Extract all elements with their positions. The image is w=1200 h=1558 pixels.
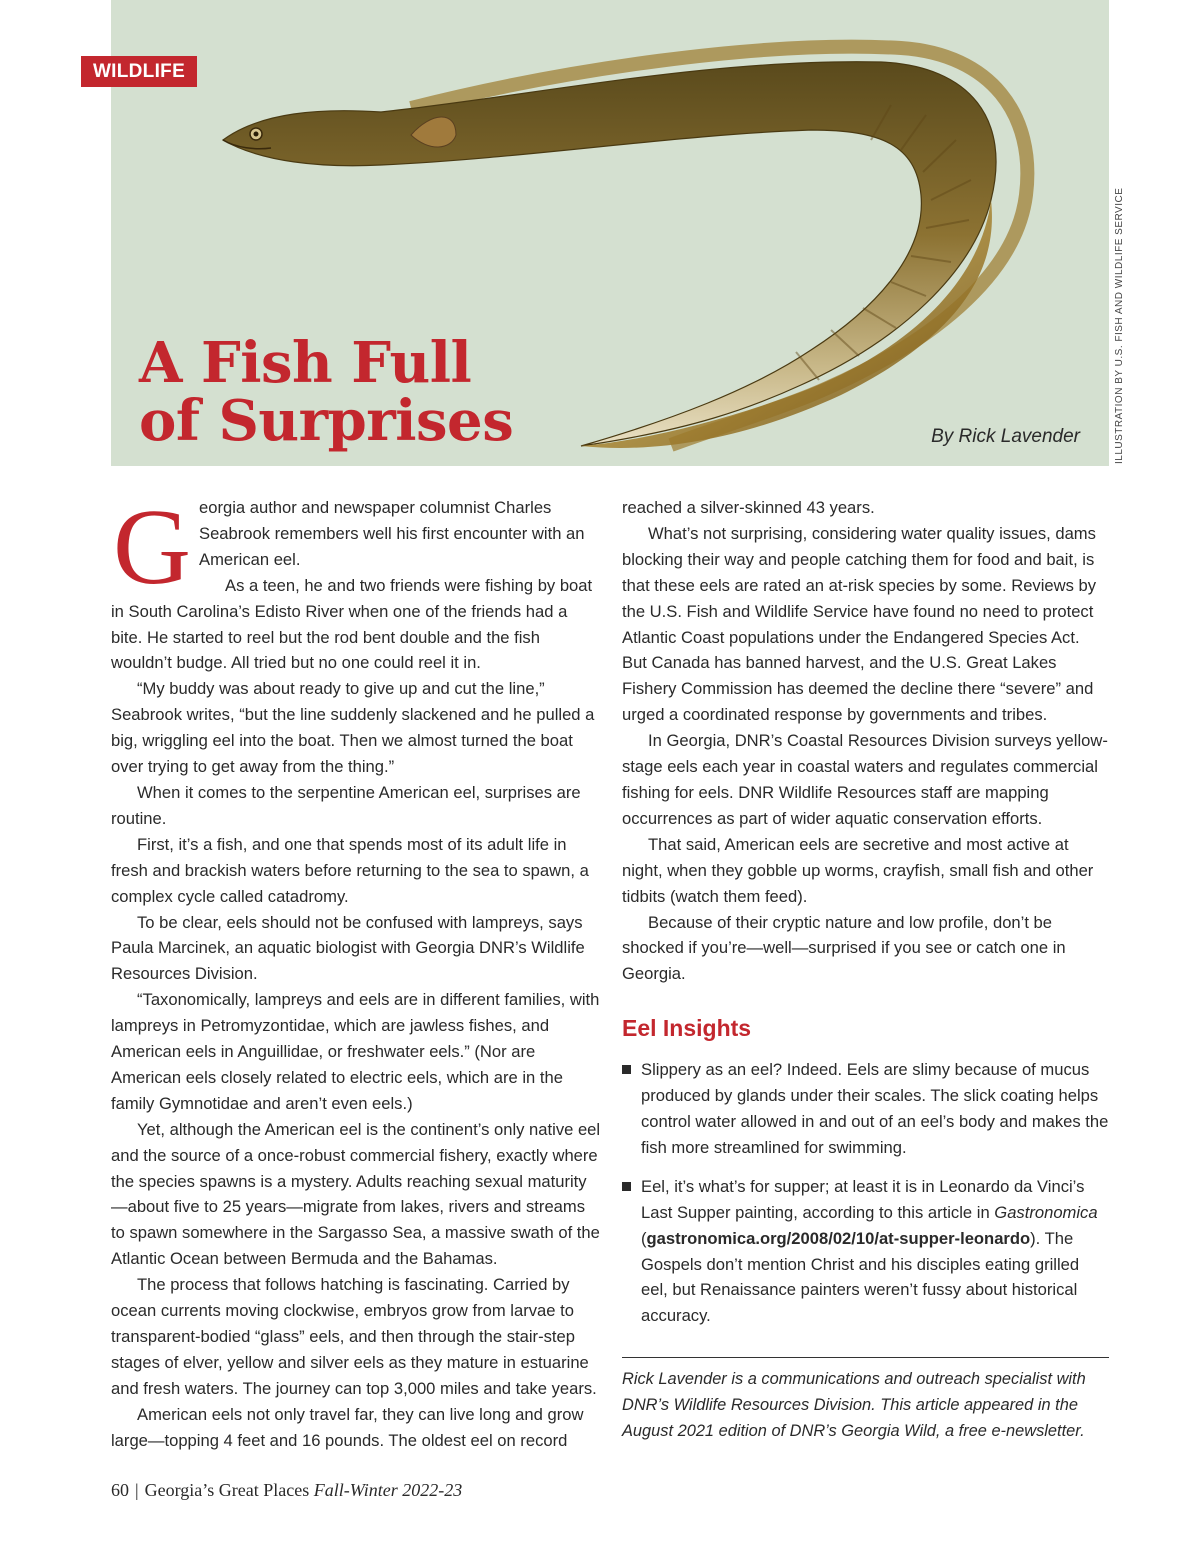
- paragraph: In Georgia, DNR’s Coastal Resources Division surveys yellow-stage eels each year in coastal waters and regulates commercial fishing for eels. DNR Wildlife Resources staff are mapping occurrences as part of wider aquatic conservation efforts.: [622, 731, 1108, 828]
- paragraph: As a teen, he and two friends were fishing by boat in South Carolina’s Edisto River when one of the friends had a bite. He started to reel but the rod bent double and the fish wouldn’t budge. All tried but no one could reel it in.: [111, 575, 593, 673]
- insights-list: [622, 1057, 1109, 1329]
- headline-line-1: A Fish Full: [139, 330, 472, 396]
- list-item: Slippery as an eel? Indeed. Eels are slimy because of mucus produced by glands under their scales. The slick coating helps control water allowed in and out of an eel’s body and makes the fish more streamlined for swimming.: [622, 1057, 1109, 1161]
- paragraph: When it comes to the serpentine American eel, surprises are routine.: [111, 782, 581, 828]
- divider: [622, 1357, 1109, 1358]
- paragraph: “Taxonomically, lampreys and eels are in different families, with lampreys in Petromyzontidae, which are jawless fishes, and American eels in Anguillidae, or freshwater eels.” (Nor are American eels closely related to electric eels, which are in the family Gymnotidae and aren’t even eels.): [111, 990, 600, 1113]
- illustration-credit: ILLUSTRATION BY U.S. FISH AND WILDLIFE SERVICE: [1114, 187, 1125, 464]
- page-footer: [111, 1480, 462, 1501]
- paragraph: What’s not surprising, considering water quality issues, dams blocking their way and people catching them for food and bait, is that these eels are rated an at-risk species by some. Reviews by the U.S. Fish and Wildlife Service have found no need to protect Atlantic Coast populations under the Endangered Species Act. But Canada has banned harvest, and the U.S. Great Lakes Fishery Commission has deemed the decline there “severe” and urged a coordinated response by governments and tribes.: [622, 523, 1097, 725]
- paragraph: “My buddy was about ready to give up and cut the line,” Seabrook writes, “but the line suddenly slackened and he pulled a big, wriggling eel into the boat. Then we almost turned the boat over trying to get away from the thing.”: [111, 679, 595, 777]
- section-tag: WILDLIFE: [81, 56, 197, 87]
- issue-name: Fall-Winter 2022-23: [313, 1480, 463, 1500]
- article-column-right: [622, 495, 1109, 1444]
- paragraph: To be clear, eels should not be confused with lampreys, says Paula Marcinek, an aquatic biologist with Georgia DNR’s Wildlife Resources Division.: [111, 912, 585, 984]
- paragraph: Georgia author and newspaper columnist Charles Seabrook remembers well his first encounter with an American eel.: [113, 488, 585, 607]
- byline: By Rick Lavender: [931, 426, 1080, 447]
- author-bio: Rick Lavender is a communications and outreach specialist with DNR’s Wildlife Resources Division. This article appeared in the August 2021 edition of DNR’s Georgia Wild, a free e-newsletter.: [622, 1370, 1086, 1441]
- drop-cap: G: [113, 488, 191, 607]
- paragraph: Because of their cryptic nature and low profile, don’t be shocked if you’re—well—surprised if you see or catch one in Georgia.: [622, 912, 1066, 984]
- paragraph: Yet, although the American eel is the continent’s only native eel and the source of a once-robust commercial fishery, exactly where the species spawns is a mystery. Adults reaching sexual maturity—about five to 25 years—migrate from lakes, rivers and streams to spawn somewhere in the Sargasso Sea, a massive swath of the Atlantic Ocean between Bermuda and the Bahamas.: [111, 1119, 601, 1269]
- paragraph: First, it’s a fish, and one that spends most of its adult life in fresh and brackish waters before returning to the sea to spawn, a complex cycle called catadromy.: [111, 834, 589, 906]
- list-item: Eel, it’s what’s for supper; at least it is in Leonardo da Vinci’s Last Supper painting, according to this article in Gastronomica (gastronomica.org/2008/02/10/at-supper-leonardo). The Gospels don’t mention Christ and his disciples eating grilled eel, but Renaissance painters weren’t fussy about historical accuracy.: [622, 1174, 1109, 1329]
- sidebar-title: Eel Insights: [622, 1015, 752, 1042]
- paragraph: reached a silver-skinned 43 years.: [622, 498, 875, 517]
- paragraph: American eels not only travel far, they can live long and grow large—topping 4 feet and 16 pounds. The oldest eel on record: [111, 1404, 584, 1450]
- paragraph: That said, American eels are secretive and most active at night, when they gobble up worms, crayfish, small fish and other tidbits (watch them feed).: [622, 834, 1094, 906]
- paragraph: The process that follows hatching is fascinating. Carried by ocean currents moving clockwise, embryos grow from larvae to transparent-bodied “glass” eels, and then through the stair-step stages of elver, yellow and silver eels as they mature in estuarine and fresh waters. The journey can top 3,000 miles and take years.: [111, 1275, 597, 1398]
- article-link[interactable]: gastronomica.org/2008/02/10/at-supper-leonardo: [646, 1228, 1031, 1248]
- article-headline: [139, 330, 514, 454]
- footer-separator: |: [135, 1480, 139, 1500]
- publication-name: Gastronomica: [994, 1202, 1098, 1222]
- article-column-left: [111, 488, 601, 1454]
- headline-line-2: of Surprises: [139, 388, 514, 454]
- magazine-name: Georgia’s Great Places: [144, 1480, 310, 1500]
- page-number: 60: [111, 1480, 129, 1500]
